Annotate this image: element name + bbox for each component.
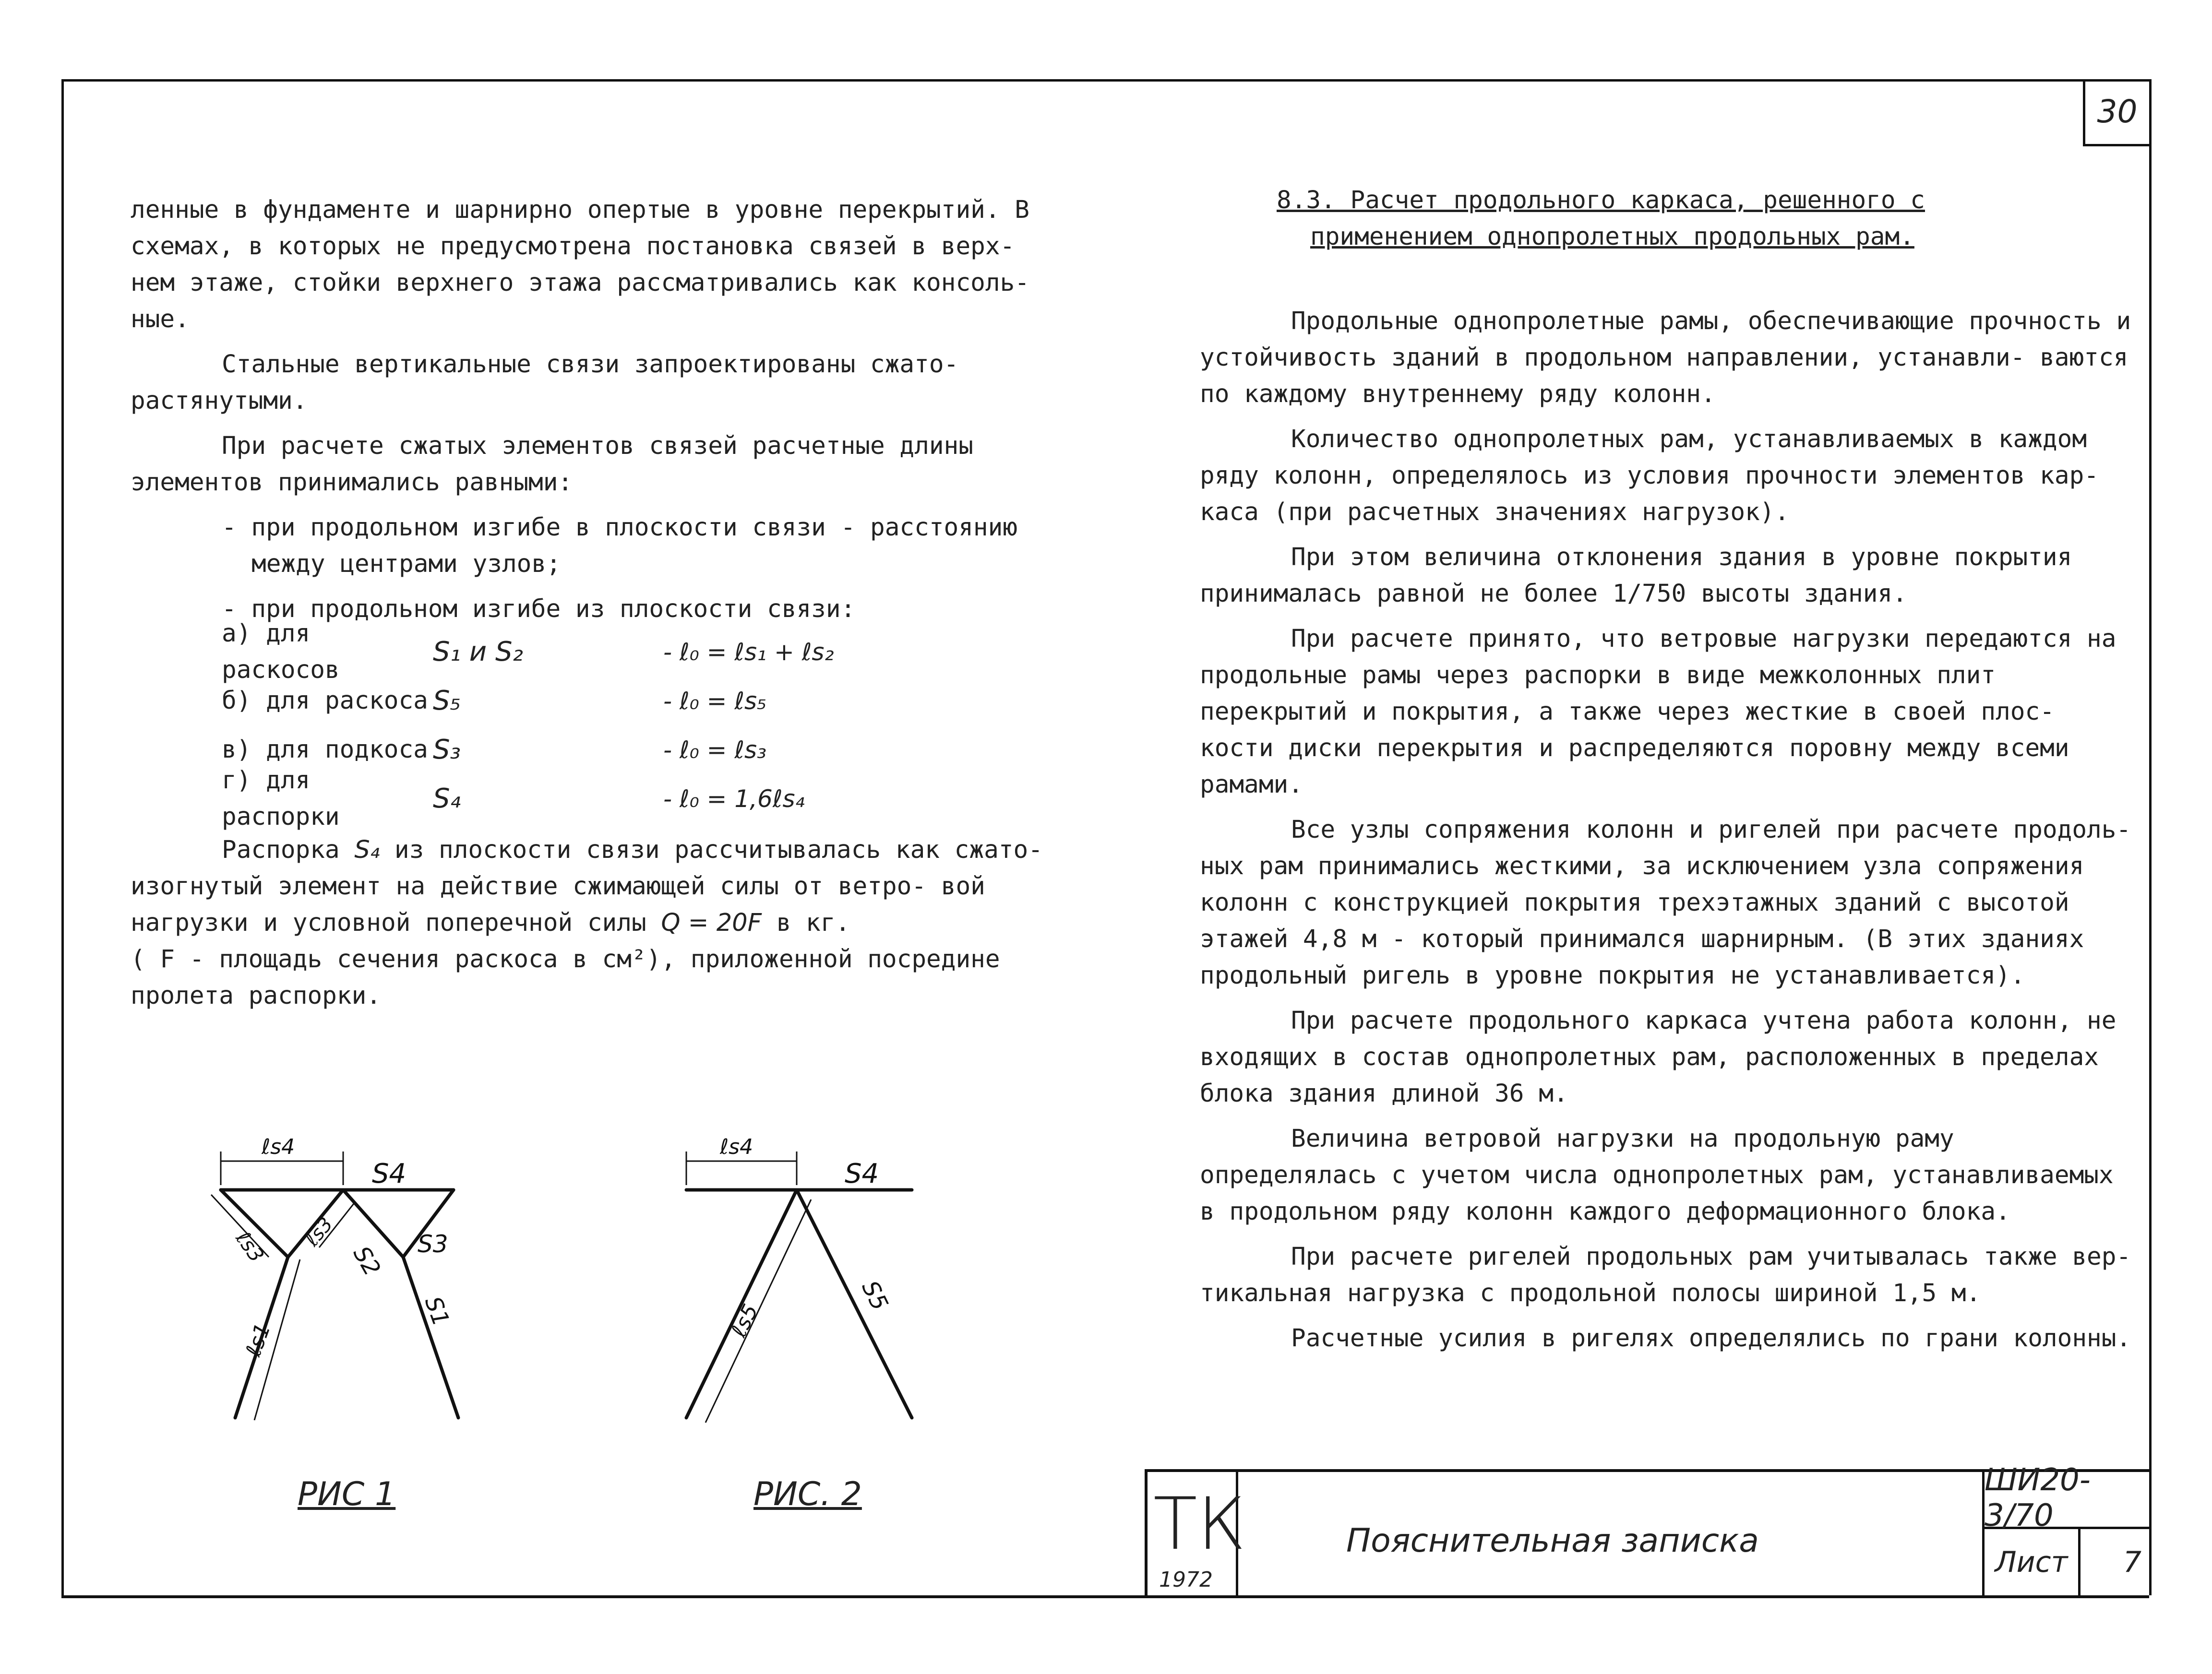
section-heading-line-2: применением однопролетных продольных рам. xyxy=(1310,223,1914,251)
title-block-org-cell xyxy=(1145,1469,1246,1595)
fig1-label-s2: S2 xyxy=(347,1242,386,1281)
fig2-label-ls4: ℓs4 xyxy=(720,1135,753,1159)
shear-unit: в кг. xyxy=(776,909,850,937)
list-item-in-plane: - при продольном изгибе в плоскости связи - расстоянию между центрами узлов; xyxy=(222,513,1018,578)
length-row-label: в) для подкоса xyxy=(222,736,428,764)
brace-s5-right xyxy=(797,1190,912,1418)
right-paragraph: При расчете принято, что ветровые нагрузки передаются на продольные рамы через распорки в виде межколонных плит перекрытий и покрытия, а также через жесткие в своей плос- кости диски перекрытия и распределяются поровну между всеми рамами. xyxy=(1200,625,2116,799)
right-paragraph: При расчете продольного каркаса учтена работа колонн, не входящих в состав однопролетных рам, расположенных в пределах блока здания длиной 36 м. xyxy=(1200,1007,2116,1108)
right-paragraph: При расчете ригелей продольных рам учитывалась также вер- тикальная нагрузка с продольной полосы шириной 1,5 м. xyxy=(1200,1243,2131,1307)
length-row-formula: - ℓ₀ = ℓs₅ xyxy=(663,687,767,715)
org-stamp: ТК xyxy=(1153,1483,1246,1566)
fig1-label-ls1: ℓs1 xyxy=(241,1320,275,1360)
right-paragraph: Все узлы сопряжения колонн и ригелей при расчете продоль- ных рам принимались жесткими, за исключением узла сопряжения колонн с конструкцией покрытия трехэтажных зданий с высотой этажей 4,8 м - который принимался шарнирным. (В этих зданиях продольный ригель в уровне покрытия не устанавливается). xyxy=(1200,816,2131,990)
org-year: 1972 xyxy=(1159,1567,1213,1592)
title-block xyxy=(1145,1462,2149,1595)
strut-symbol: S₄ xyxy=(354,836,380,864)
right-paragraph: Расчетные усилия в ригелях определялись по грани колонны. xyxy=(1291,1324,2131,1353)
brace-s1-right xyxy=(403,1257,458,1418)
strut-text: из плоскости связи рассчитывалась как сжато-изогнутый элемент на действие сжимающей силы от ветро- вой нагрузки и условной поперечной силы xyxy=(131,836,1043,937)
figure-1-dimensions xyxy=(211,1152,355,1420)
fig2-label-s4: S4 xyxy=(845,1158,879,1189)
length-row-symbol: S₅ xyxy=(433,685,461,716)
length-row-label: г) для распорки xyxy=(222,766,340,831)
length-row-formula: - ℓ₀ = 1,6ℓs₄ xyxy=(663,785,805,813)
right-paragraph: Количество однопролетных рам, устанавливаемых в каждом ряду колонн, определялось из условия прочности элементов кар- каса (при расчетных значениях нагрузок). xyxy=(1200,425,2099,526)
length-row-label: б) для раскоса xyxy=(222,687,428,715)
sheet-number: 30 xyxy=(2083,79,2149,146)
fig2-label-s5: S5 xyxy=(856,1276,894,1315)
right-paragraph: Продольные однопролетные рамы, обеспечивающие прочность и устойчивость зданий в продольном направлении, устанавли- ваются по каждому внутреннему ряду колонн. xyxy=(1200,307,2131,408)
section-heading-line-1: 8.3. Расчет продольного каркаса, решенного с xyxy=(1277,186,1925,214)
length-row-formula: - ℓ₀ = ℓs₃ xyxy=(663,736,767,764)
right-paragraph: Величина ветровой нагрузки на продольную раму определялась с учетом числа однопролетных рам, устанавливаемых в продольном ряду колонн каждого деформационного блока. xyxy=(1200,1125,2114,1226)
sheet-value: 7 xyxy=(2078,1529,2149,1595)
fig1-label-ls3-left: ℓs3 xyxy=(231,1227,269,1267)
fig1-label-ls3-mid: ℓs3 xyxy=(301,1213,338,1251)
left-paragraph-1: ленные в фундаменте и шарнирно опертые в уровне перекрытий. В схемах, в которых не предусмотрена постановка связей в верх- нем этаже, стойки верхнего этажа рассматривались как консоль- ные. xyxy=(131,196,1029,333)
sheet-label: Лист xyxy=(1982,1529,2078,1595)
shear-formula: Q = 20F xyxy=(661,909,762,937)
figure-1-caption: РИС 1 xyxy=(298,1475,396,1513)
fig2-label-ls5: ℓs5 xyxy=(727,1300,764,1341)
length-row-symbol: S₃ xyxy=(433,734,461,765)
document-description: Пояснительная записка xyxy=(1346,1522,1759,1560)
strut-word: Распорка xyxy=(222,836,340,864)
fig1-label-ls4: ℓs4 xyxy=(262,1135,295,1159)
length-row-symbol: S₁ и S₂ xyxy=(433,636,523,667)
fig1-label-s3: S3 xyxy=(418,1230,448,1258)
length-row-symbol: S₄ xyxy=(433,783,461,814)
fig1-label-s1: S1 xyxy=(419,1293,455,1330)
document-code: ШИ20-3/70 xyxy=(1982,1469,2149,1529)
right-paragraph: При этом величина отклонения здания в уровне покрытия принималась равной не более 1/750 высоты здания. xyxy=(1200,543,2072,608)
figure-2-caption: РИС. 2 xyxy=(753,1475,862,1513)
left-paragraph-3: При расчете сжатых элементов связей расчетные длины элементов принимались равными: xyxy=(131,432,973,497)
length-row-label: а) для раскосов xyxy=(222,619,340,684)
length-row-formula: - ℓ₀ = ℓs₁ + ℓs₂ xyxy=(663,638,834,666)
left-paragraph-2: Стальные вертикальные связи запроектированы сжато- растянутыми. xyxy=(131,350,959,415)
list-item-out-of-plane: - при продольном изгибе из плоскости связи: xyxy=(222,595,856,623)
left-paragraph-5: ( F - площадь сечения раскоса в см²), приложенной посредине пролета распорки. xyxy=(131,945,1000,1010)
fig1-label-s4: S4 xyxy=(372,1158,407,1189)
